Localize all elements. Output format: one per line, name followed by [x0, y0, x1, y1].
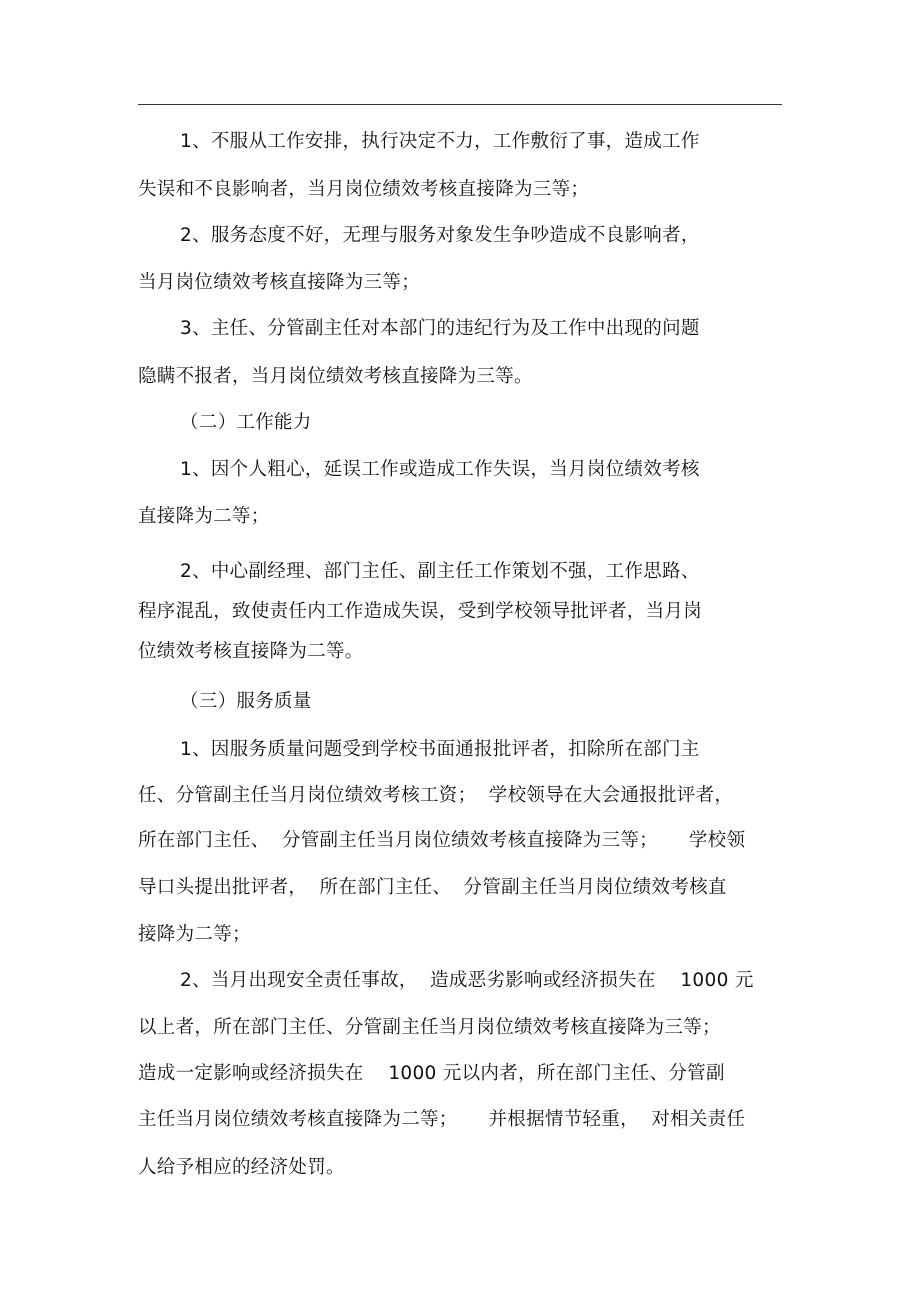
quality-item-1-line-2: 任、分管副主任当月岗位绩效考核工资； 学校领导在大会通报批评者， [138, 785, 734, 806]
item-2-line-1: 2、服务态度不好，无理与服务对象发生争吵造成不良影响者， [180, 225, 700, 246]
quality-item-1-line-4: 导口头提出批评者， 所在部门主任、 分管副主任当月岗位绩效考核直 [138, 877, 727, 898]
quality-item-2-line-1: 2、当月出现安全责任事故， 造成恶劣影响或经济损失在 1000 元 [180, 970, 754, 991]
quality-item-2-line-3: 造成一定影响或经济损失在 1000 元以内者，所在部门主任、分管副 [138, 1063, 725, 1084]
section-2-heading: （二）工作能力 [180, 412, 312, 433]
ability-item-1-line-2: 直接降为二等； [138, 506, 270, 527]
quality-item-2-line-4: 主任当月岗位绩效考核直接降为二等； 并根据情节轻重， 对相关责任 [138, 1109, 746, 1130]
quality-item-1-line-1: 1、因服务质量问题受到学校书面通报批评者，扣除所在部门主 [180, 739, 700, 760]
quality-item-2-line-5: 人给予相应的经济处罚。 [138, 1157, 345, 1178]
ability-item-2-line-1: 2、中心副经理、部门主任、副主任工作策划不强，工作思路、 [180, 561, 700, 582]
quality-item-1-line-5: 接降为二等； [138, 924, 251, 945]
ability-item-1-line-1: 1、因个人粗心，延误工作或造成工作失误，当月岗位绩效考核 [180, 459, 700, 480]
header-rule [138, 104, 782, 105]
item-1-line-1: 1、不服从工作安排，执行决定不力，工作敷衍了事，造成工作 [180, 131, 700, 152]
section-3-heading: （三）服务质量 [180, 691, 312, 712]
item-3-line-1: 3、主任、分管副主任对本部门的违纪行为及工作中出现的问题 [180, 318, 700, 339]
item-3-line-2: 隐瞒不报者，当月岗位绩效考核直接降为三等。 [138, 366, 533, 387]
ability-item-2-line-3: 位绩效考核直接降为二等。 [138, 641, 364, 662]
ability-item-2-line-2: 程序混乱，致使责任内工作造成失误，受到学校领导批评者，当月岗 [138, 601, 703, 622]
quality-item-1-line-3: 所在部门主任、 分管副主任当月岗位绩效考核直接降为三等； 学校领 [138, 830, 746, 851]
item-2-line-2: 当月岗位绩效考核直接降为三等； [138, 272, 421, 293]
item-1-line-2: 失误和不良影响者，当月岗位绩效考核直接降为三等； [138, 179, 590, 200]
quality-item-2-line-2: 以上者，所在部门主任、分管副主任当月岗位绩效考核直接降为三等； [138, 1017, 721, 1038]
